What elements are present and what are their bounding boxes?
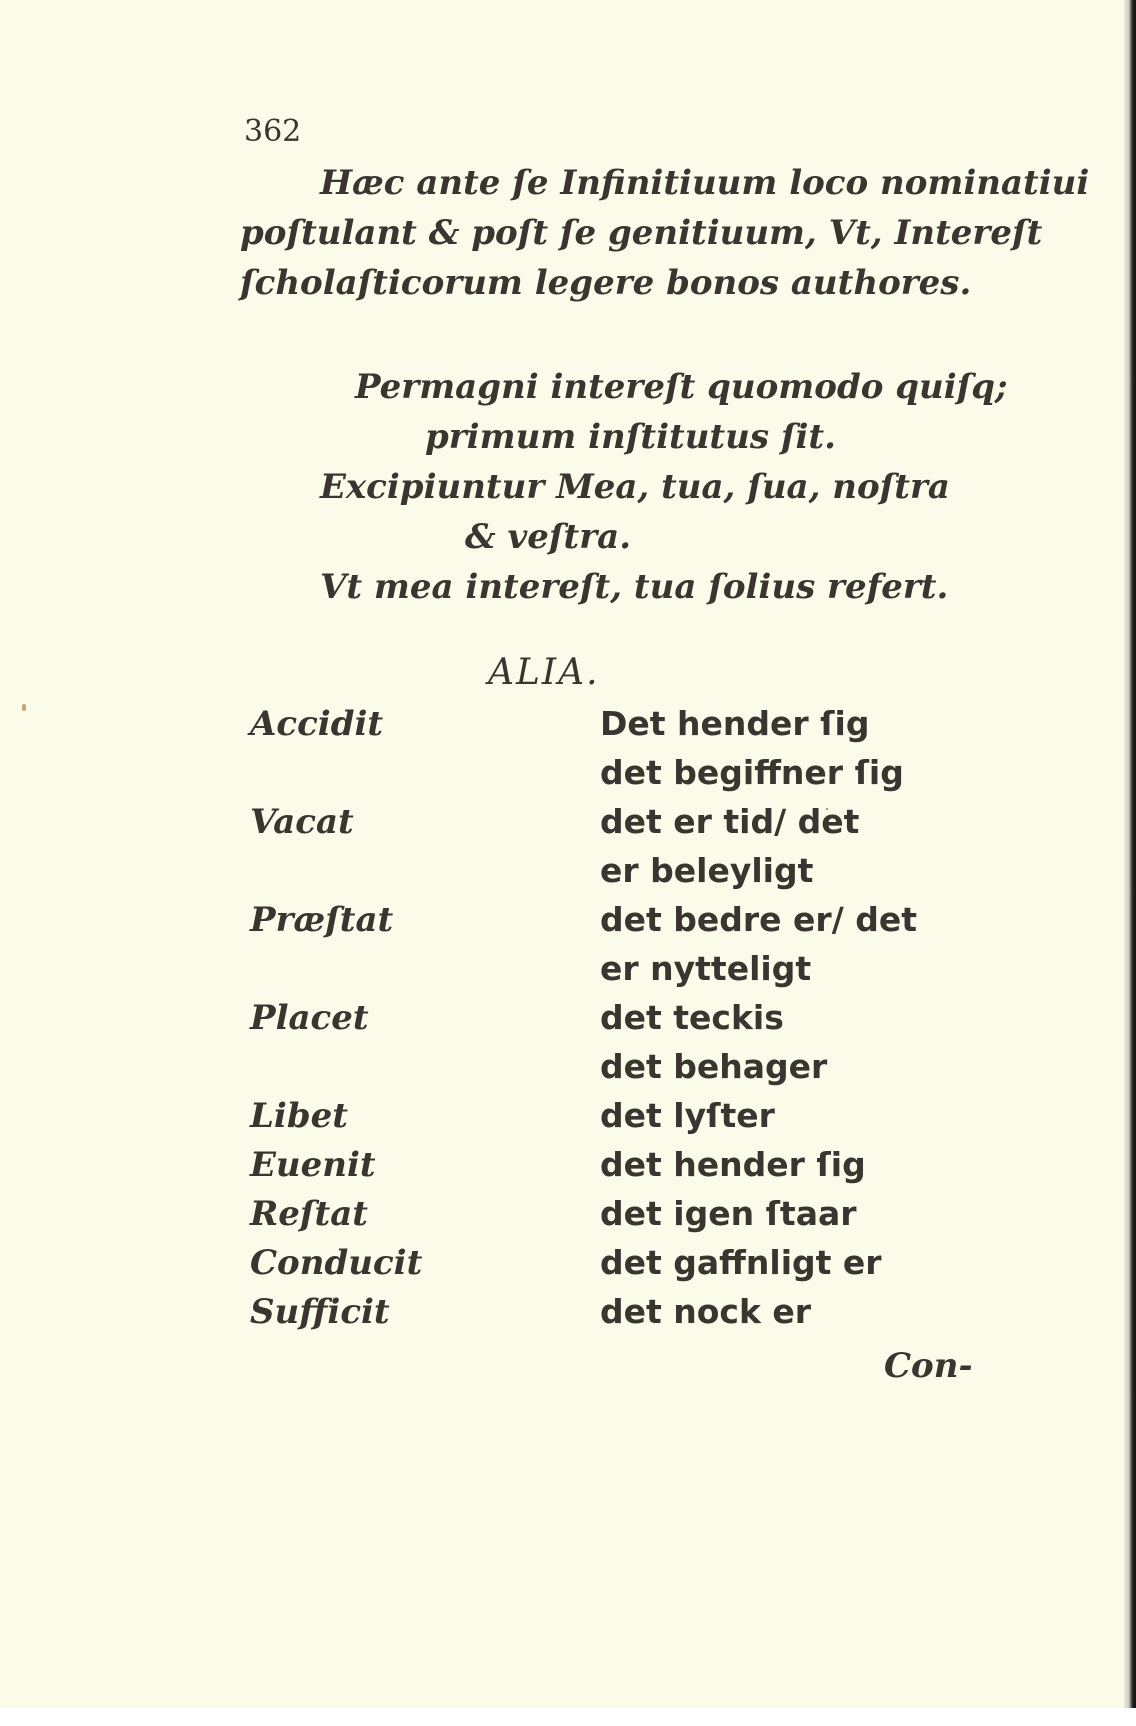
vocab-row — [250, 704, 950, 753]
danish-translation: er nytteligt — [600, 949, 812, 988]
latin-term: Accidit — [250, 704, 384, 744]
vocab-row — [250, 1194, 950, 1243]
vocab-row — [250, 1243, 950, 1292]
danish-translation: er beleyligt — [600, 851, 814, 890]
intro-line: poſtulant & poſt ſe genitiuum, Vt, Intereſt — [240, 213, 1043, 253]
example-block — [250, 362, 1008, 612]
danish-translation: Det hender ſig — [600, 704, 870, 743]
scan-right-edge — [1124, 0, 1136, 1726]
danish-translation: det behager — [600, 1047, 828, 1086]
vocab-row — [250, 851, 950, 900]
example-line: & veſtra. — [465, 517, 632, 557]
catchword: Con- — [884, 1346, 973, 1386]
danish-translation: det teckis — [600, 998, 784, 1037]
vocab-row — [250, 802, 950, 851]
vocab-row — [250, 1047, 950, 1096]
section-heading: ALIA. — [488, 652, 600, 693]
danish-translation: det bedre er/ det — [600, 900, 918, 939]
example-line: Vt mea intereſt, tua ſolius refert. — [320, 567, 949, 607]
vocab-row — [250, 998, 950, 1047]
latin-term: Reſtat — [250, 1194, 368, 1234]
intro-paragraph — [240, 158, 1090, 308]
vocab-row — [250, 1145, 950, 1194]
example-line: Permagni intereſt quomodo quiſq; — [355, 367, 1008, 407]
intro-line: Hæc ante ſe Infinitiuum loco nominatiui — [320, 163, 1090, 203]
danish-translation: det hender ſig — [600, 1145, 866, 1184]
latin-term: Euenit — [250, 1145, 376, 1185]
page-number: 362 — [244, 114, 302, 149]
danish-translation: det lyſter — [600, 1096, 775, 1135]
danish-translation: det gaffnligt er — [600, 1243, 882, 1282]
vocab-row — [250, 1292, 950, 1341]
latin-term: Sufficit — [250, 1292, 390, 1332]
scan-bottom-edge — [0, 1708, 1136, 1726]
danish-translation: det begiffner ſig — [600, 753, 904, 792]
latin-term: Vacat — [250, 802, 354, 842]
vocab-row — [250, 900, 950, 949]
danish-translation: det er tid/ det — [600, 802, 860, 841]
intro-line: ſcholaſticorum legere bonos authores. — [240, 263, 972, 303]
vocab-row — [250, 949, 950, 998]
vocab-row — [250, 753, 950, 802]
example-line: Excipiuntur Mea, tua, ſua, noſtra — [320, 467, 950, 507]
latin-term: Præſtat — [250, 900, 394, 940]
danish-translation: det igen ſtaar — [600, 1194, 857, 1233]
latin-term: Placet — [250, 998, 369, 1038]
paper-speck — [22, 704, 26, 711]
vocabulary-list — [250, 704, 950, 1341]
example-line: primum inſtitutus ſit. — [425, 417, 836, 457]
latin-term: Conducit — [250, 1243, 423, 1283]
danish-translation: det nock er — [600, 1292, 812, 1331]
vocab-row — [250, 1096, 950, 1145]
latin-term: Libet — [250, 1096, 348, 1136]
